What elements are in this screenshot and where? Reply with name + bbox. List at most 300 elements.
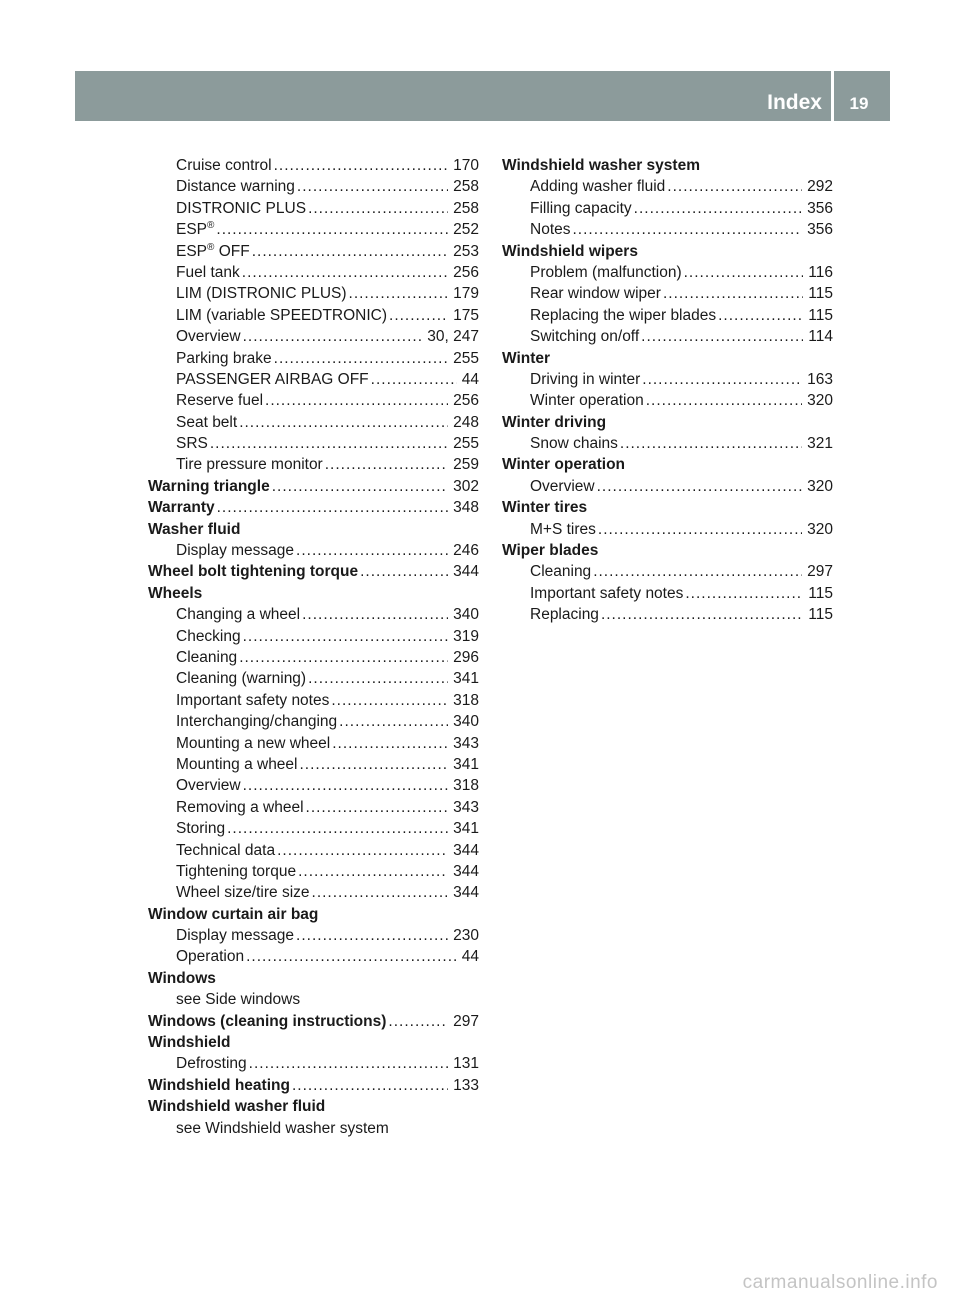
index-entry <box>502 198 833 219</box>
leader-dots <box>302 604 448 625</box>
index-entry <box>148 540 479 561</box>
entry-label-text: Overview <box>176 777 241 795</box>
entry-label <box>502 497 587 518</box>
section-title: Index <box>767 91 822 114</box>
index-entry <box>148 604 479 625</box>
registered-mark: ® <box>207 241 215 253</box>
entry-label-text: Windshield washer system <box>502 157 700 174</box>
entry-label-text: Important safety notes <box>176 691 330 709</box>
leader-dots <box>331 690 448 711</box>
entry-label <box>502 155 700 176</box>
entry-label-text: Tightening torque <box>176 862 297 880</box>
leader-dots <box>210 433 448 454</box>
entry-page-ref[interactable]: 253 <box>453 242 479 260</box>
entry-page-ref[interactable]: 115 <box>808 584 833 602</box>
entry-label-suffix: OFF <box>214 242 250 260</box>
entry-page-ref[interactable]: 116 <box>808 263 833 281</box>
leader-dots <box>243 775 449 796</box>
entry-page-ref[interactable]: 258 <box>453 199 479 217</box>
entry-label <box>148 497 215 518</box>
index-entry <box>148 155 479 176</box>
leader-dots <box>325 454 448 475</box>
entry-label <box>176 711 337 732</box>
entry-page-ref[interactable]: 246 <box>453 542 479 560</box>
leader-dots <box>349 283 449 304</box>
leader-dots <box>274 155 449 176</box>
entry-label-text: Cleaning <box>176 648 238 666</box>
entry-page-ref[interactable]: 341 <box>453 755 479 773</box>
registered-mark: ® <box>207 220 215 232</box>
entry-label <box>176 305 387 326</box>
entry-label-text: Switching on/off <box>530 328 640 346</box>
index-entry <box>148 241 479 262</box>
index-entry <box>148 775 479 796</box>
entry-label <box>176 604 300 625</box>
index-entry <box>148 283 479 304</box>
index-entry <box>148 989 479 1010</box>
entry-label <box>176 882 310 903</box>
entry-page-ref[interactable]: 302 <box>453 477 479 495</box>
leader-dots <box>634 198 802 219</box>
entry-page-ref[interactable]: 248 <box>453 413 479 431</box>
entry-page-ref[interactable]: 297 <box>807 563 833 581</box>
entry-label <box>176 1053 247 1074</box>
entry-label <box>176 241 250 262</box>
leader-dots <box>646 390 802 411</box>
entry-label-text: Technical data <box>176 841 276 859</box>
entry-page-ref[interactable]: 115 <box>808 285 833 303</box>
entry-label-text: Distance warning <box>176 178 295 196</box>
entry-page-ref[interactable]: 319 <box>453 627 479 645</box>
index-entry <box>502 348 833 369</box>
entry-page-ref[interactable]: 341 <box>453 670 479 688</box>
entry-page-ref[interactable]: 131 <box>453 1055 479 1073</box>
header-bar <box>75 71 890 121</box>
index-entry <box>148 946 479 967</box>
leader-dots <box>308 198 448 219</box>
entry-page-ref[interactable]: 256 <box>453 392 479 410</box>
header-divider <box>831 71 834 121</box>
entry-label <box>176 262 240 283</box>
entry-label <box>530 476 595 497</box>
entry-label-text: LIM (DISTRONIC PLUS) <box>176 285 347 303</box>
index-entry <box>148 861 479 882</box>
entry-page-ref[interactable]: 356 <box>807 221 833 239</box>
entry-label-text: Replacing the wiper blades <box>530 306 717 324</box>
entry-label-text: Important safety notes <box>530 584 684 602</box>
leader-dots <box>718 305 803 326</box>
entry-label-text: Windshield heating <box>148 1076 290 1094</box>
index-entry <box>502 390 833 411</box>
entry-label-text: Display message <box>176 927 295 945</box>
entry-label <box>530 262 682 283</box>
index-entry <box>502 176 833 197</box>
index-column-left <box>148 155 479 1139</box>
entry-label <box>530 176 665 197</box>
index-entry <box>502 561 833 582</box>
entry-label <box>176 348 272 369</box>
leader-dots <box>265 390 448 411</box>
leader-dots <box>300 754 449 775</box>
index-entry <box>502 540 833 561</box>
index-entry <box>148 840 479 861</box>
index-entry <box>502 262 833 283</box>
entry-label-text: Cleaning (warning) <box>176 670 307 688</box>
entry-label <box>148 968 216 989</box>
entry-label <box>176 283 347 304</box>
index-entry <box>148 433 479 454</box>
entry-page-ref[interactable]: 292 <box>807 178 833 196</box>
leader-dots <box>389 305 448 326</box>
index-entry <box>502 241 833 262</box>
index-entry <box>148 968 479 989</box>
watermark: carmanualsonline.info <box>742 1272 938 1293</box>
index-entry <box>148 1118 479 1139</box>
index-entry <box>148 369 479 390</box>
entry-label <box>176 925 294 946</box>
index-entry <box>148 476 479 497</box>
leader-dots <box>593 561 802 582</box>
entry-label-text: Wheels <box>148 584 203 602</box>
entry-label-text: Replacing <box>530 606 599 624</box>
entry-label-text: Warning triangle <box>148 477 270 495</box>
entry-label-text: Wiper blades <box>502 542 599 560</box>
entry-label <box>176 540 294 561</box>
index-entry <box>502 497 833 518</box>
entry-label <box>148 1011 386 1032</box>
entry-page-ref[interactable]: 321 <box>807 435 833 453</box>
entry-label-text: Cruise control <box>176 157 272 174</box>
entry-label <box>502 348 550 369</box>
entry-label <box>176 775 241 796</box>
index-entry <box>148 305 479 326</box>
entry-page-ref[interactable]: 179 <box>453 285 479 303</box>
entry-page-ref[interactable]: 343 <box>453 734 479 752</box>
entry-page-ref[interactable]: 259 <box>453 456 479 474</box>
entry-label-text: Overview <box>176 328 241 346</box>
entry-label <box>502 412 606 433</box>
leader-dots <box>272 476 448 497</box>
entry-label-text: Display message <box>176 542 295 560</box>
entry-label-text: see Side windows <box>176 991 301 1009</box>
index-entry <box>502 476 833 497</box>
entry-label <box>176 454 323 475</box>
leader-dots <box>642 369 802 390</box>
entry-label <box>176 946 244 967</box>
entry-page-ref[interactable]: 296 <box>453 648 479 666</box>
entry-label-text: Reserve fuel <box>176 392 264 410</box>
leader-dots <box>298 861 448 882</box>
leader-dots <box>573 219 803 240</box>
index-entry <box>502 369 833 390</box>
entry-label-text: Wheel size/tire size <box>176 884 310 902</box>
entry-page-ref[interactable]: 318 <box>453 691 479 709</box>
entry-label <box>530 583 683 604</box>
index-entry <box>148 882 479 903</box>
entry-page-ref[interactable]: 44 <box>461 370 479 388</box>
leader-dots <box>312 882 449 903</box>
index-entry <box>148 626 479 647</box>
entry-page-ref[interactable]: 255 <box>453 435 479 453</box>
leader-dots <box>601 604 803 625</box>
entry-label <box>176 326 241 347</box>
entry-page-ref[interactable]: 163 <box>807 370 833 388</box>
index-entry <box>148 497 479 518</box>
index-entry <box>148 198 479 219</box>
index-entry <box>502 326 833 347</box>
entry-label <box>148 1032 231 1053</box>
leader-dots <box>242 262 448 283</box>
entry-label <box>176 219 214 240</box>
entry-label <box>530 305 716 326</box>
entry-label-text: Windows (cleaning instructions) <box>148 1012 387 1030</box>
entry-label-text: ESP <box>176 221 208 239</box>
leader-dots <box>308 668 448 689</box>
entry-label <box>530 198 632 219</box>
entry-label <box>148 476 270 497</box>
entry-label <box>176 198 306 219</box>
entry-label-text: Mounting a wheel <box>176 755 298 773</box>
entry-page-ref[interactable]: 297 <box>453 1012 479 1030</box>
leader-dots <box>243 626 449 647</box>
entry-label-text: LIM (variable SPEEDTRONIC) <box>176 306 388 324</box>
entry-page-ref[interactable]: 255 <box>453 349 479 367</box>
entry-label <box>176 647 237 668</box>
entry-label-text: Windshield <box>148 1034 231 1052</box>
entry-label-text: Fuel tank <box>176 263 240 281</box>
leader-dots <box>685 583 803 604</box>
leader-dots <box>684 262 804 283</box>
entry-label <box>148 561 358 582</box>
index-entry <box>148 326 479 347</box>
entry-label <box>148 904 318 925</box>
entry-label <box>530 390 644 411</box>
index-entry <box>502 155 833 176</box>
index-entry <box>148 1096 479 1117</box>
entry-label-text: Tire pressure monitor <box>176 456 323 474</box>
entry-label-text: Adding washer fluid <box>530 178 666 196</box>
index-entry <box>148 904 479 925</box>
leader-dots <box>296 925 448 946</box>
entry-label <box>530 604 599 625</box>
entry-page-ref[interactable]: 344 <box>453 884 479 902</box>
leader-dots <box>332 733 448 754</box>
entry-page-ref[interactable]: 175 <box>453 306 479 324</box>
entry-label-text: Wheel bolt tightening torque <box>148 563 359 581</box>
entry-label-text: Problem (malfunction) <box>530 263 682 281</box>
index-entry <box>502 454 833 475</box>
entry-label-text: DISTRONIC PLUS <box>176 199 307 217</box>
index-entry <box>148 1011 479 1032</box>
index-entry <box>148 1032 479 1053</box>
entry-label-text: Notes <box>530 221 571 239</box>
entry-label-text: PASSENGER AIRBAG OFF <box>176 370 369 388</box>
entry-page-ref[interactable]: 258 <box>453 178 479 196</box>
entry-label <box>530 283 661 304</box>
leader-dots <box>243 326 423 347</box>
entry-label <box>176 818 225 839</box>
entry-page-ref[interactable]: 344 <box>453 862 479 880</box>
entry-page-ref[interactable]: 348 <box>453 499 479 517</box>
index-entry <box>148 1053 479 1074</box>
entry-label-text: Winter operation <box>502 456 626 474</box>
entry-label <box>502 540 598 561</box>
index-entry <box>502 219 833 240</box>
entry-page-ref[interactable]: 256 <box>453 263 479 281</box>
page-number: 19 <box>849 94 869 113</box>
entry-label-text: Seat belt <box>176 413 238 431</box>
index-entry <box>148 519 479 540</box>
entry-label <box>176 754 298 775</box>
leader-dots <box>620 433 802 454</box>
leader-dots <box>297 176 448 197</box>
entry-page-ref[interactable]: 115 <box>808 606 833 624</box>
index-entry <box>148 1075 479 1096</box>
entry-label <box>176 797 304 818</box>
entry-label <box>148 519 240 540</box>
entry-label <box>176 840 275 861</box>
index-entry <box>502 283 833 304</box>
entry-label-text: Changing a wheel <box>176 606 301 624</box>
entry-page-ref[interactable]: 170 <box>453 157 479 174</box>
entry-label-text: Winter tires <box>502 499 588 517</box>
entry-label <box>148 583 202 604</box>
entry-page-ref[interactable]: 320 <box>807 520 833 538</box>
entry-label <box>502 454 625 475</box>
entry-page-ref[interactable]: 44 <box>461 948 479 966</box>
index-entry <box>148 690 479 711</box>
entry-label-text: Filling capacity <box>530 199 632 217</box>
entry-label-text: Storing <box>176 820 226 838</box>
entry-page-ref[interactable]: 344 <box>453 563 479 581</box>
leader-dots <box>598 519 802 540</box>
entry-label-text: Rear window wiper <box>530 285 661 303</box>
entry-label-text: Window curtain air bag <box>148 905 319 923</box>
entry-page-ref[interactable]: 343 <box>453 798 479 816</box>
entry-page-ref[interactable]: 340 <box>453 713 479 731</box>
index-entry <box>148 668 479 689</box>
entry-label-text: Winter operation <box>530 392 644 410</box>
entry-page-ref[interactable]: 340 <box>453 606 479 624</box>
entry-label-text: Driving in winter <box>530 370 641 388</box>
leader-dots <box>667 176 802 197</box>
index-entry <box>148 925 479 946</box>
index-entry <box>502 583 833 604</box>
entry-page-ref[interactable]: 318 <box>453 777 479 795</box>
leader-dots <box>339 711 448 732</box>
index-entry <box>148 561 479 582</box>
entry-label-text: Mounting a new wheel <box>176 734 331 752</box>
entry-page-ref[interactable]: 230 <box>453 927 479 945</box>
index-entry <box>148 412 479 433</box>
index-entry <box>148 176 479 197</box>
entry-label-text: Overview <box>530 477 595 495</box>
leader-dots <box>227 818 448 839</box>
entry-label-text: Removing a wheel <box>176 798 304 816</box>
index-entry <box>148 711 479 732</box>
entry-label <box>530 561 591 582</box>
index-column-right <box>502 155 833 626</box>
index-entry <box>148 348 479 369</box>
index-entry <box>148 818 479 839</box>
entry-page-ref[interactable]: 320 <box>807 392 833 410</box>
leader-dots <box>217 497 449 518</box>
entry-label-text: M+S tires <box>530 520 596 538</box>
entry-label-text: Parking brake <box>176 349 272 367</box>
entry-label <box>176 861 296 882</box>
entry-label-text: ESP <box>176 242 208 260</box>
leader-dots <box>246 946 457 967</box>
index-entry <box>502 433 833 454</box>
index-entry <box>502 305 833 326</box>
index-entry <box>148 454 479 475</box>
entry-label <box>176 626 241 647</box>
leader-dots <box>360 561 448 582</box>
entry-label <box>176 433 208 454</box>
entry-page-ref[interactable]: 320 <box>807 477 833 495</box>
entry-label-text: Windows <box>148 969 216 987</box>
entry-page-ref[interactable]: 356 <box>807 199 833 217</box>
entry-label <box>530 326 639 347</box>
entry-label <box>502 241 638 262</box>
entry-label-text: Windshield wipers <box>502 242 638 260</box>
entry-label <box>530 433 618 454</box>
entry-page-ref[interactable]: 133 <box>453 1076 479 1094</box>
leader-dots <box>296 540 448 561</box>
entry-label-text: SRS <box>176 435 208 453</box>
entry-label <box>530 219 571 240</box>
index-entry <box>502 412 833 433</box>
entry-label-text: Operation <box>176 948 245 966</box>
leader-dots <box>388 1011 448 1032</box>
index-entry <box>148 583 479 604</box>
index-entry <box>502 519 833 540</box>
entry-page-ref[interactable]: 115 <box>808 306 833 324</box>
entry-page-ref[interactable]: 344 <box>453 841 479 859</box>
entry-page-ref[interactable]: 341 <box>453 820 479 838</box>
entry-page-ref[interactable]: 252 <box>453 221 479 239</box>
entry-label <box>530 369 640 390</box>
entry-label <box>148 1075 290 1096</box>
leader-dots <box>371 369 457 390</box>
entry-label-text: Cleaning <box>530 563 592 581</box>
leader-dots <box>239 647 448 668</box>
index-entry <box>148 754 479 775</box>
leader-dots <box>239 412 448 433</box>
entry-label <box>176 155 272 176</box>
entry-label-text: Winter <box>502 349 551 367</box>
entry-label <box>176 412 237 433</box>
entry-label <box>176 176 295 197</box>
entry-label <box>176 1118 389 1139</box>
index-entry <box>148 733 479 754</box>
leader-dots <box>597 476 803 497</box>
entry-page-ref[interactable]: 30, 247 <box>427 328 479 346</box>
entry-label <box>176 989 300 1010</box>
entry-label-text: Interchanging/changing <box>176 713 338 731</box>
index-entry <box>148 390 479 411</box>
entry-label <box>176 733 330 754</box>
leader-dots <box>252 241 448 262</box>
entry-label <box>176 390 263 411</box>
leader-dots <box>306 797 449 818</box>
entry-label <box>176 369 369 390</box>
leader-dots <box>277 840 448 861</box>
entry-page-ref[interactable]: 114 <box>808 328 833 346</box>
leader-dots <box>641 326 803 347</box>
entry-label <box>176 668 306 689</box>
index-entry <box>502 604 833 625</box>
